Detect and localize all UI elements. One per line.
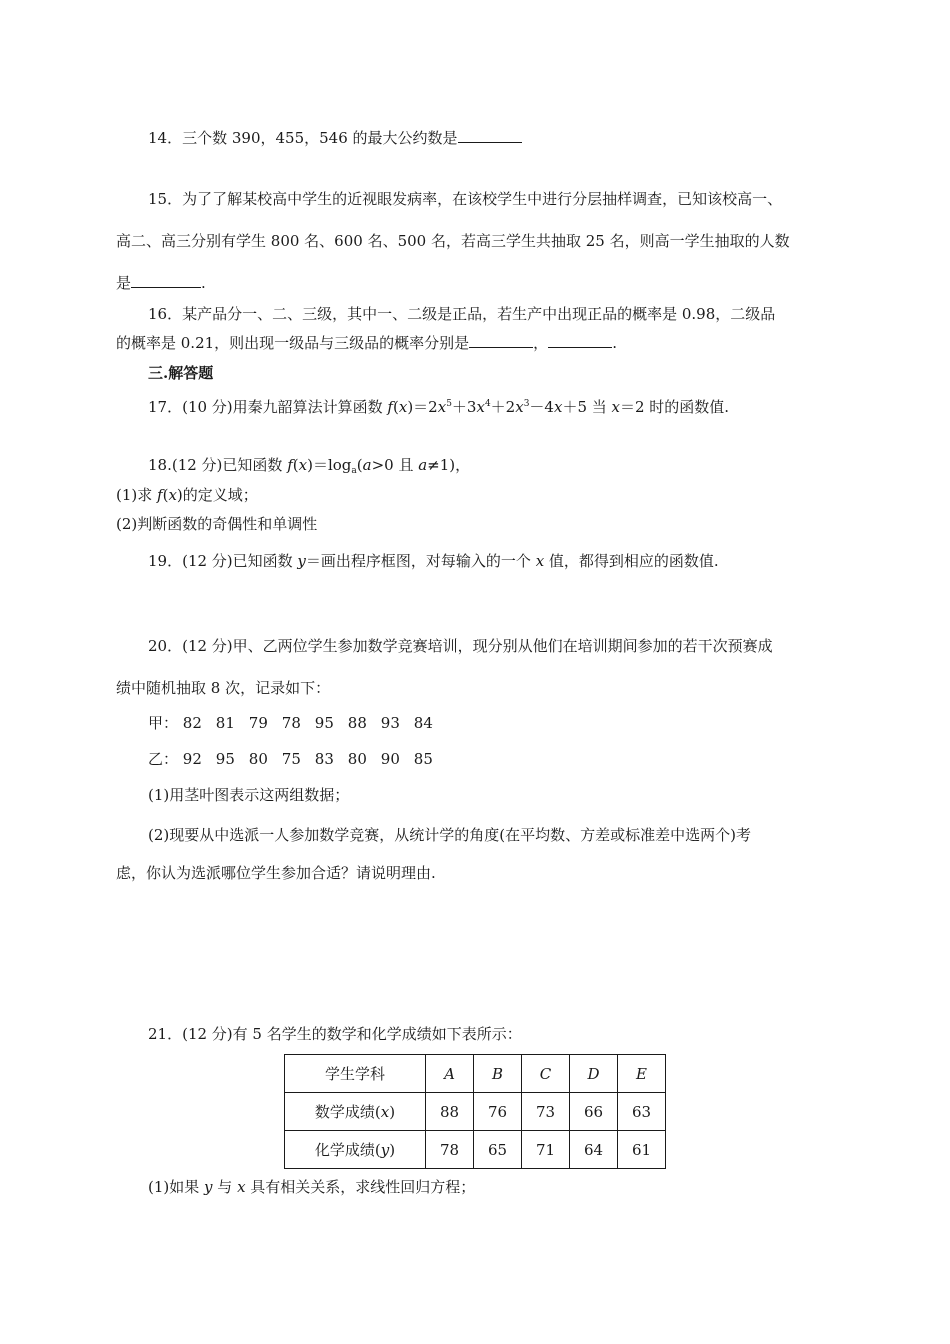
question-14-text: 14．三个数 390，455，546 的最大公约数是 <box>148 129 458 147</box>
student-d <box>570 1055 618 1093</box>
table-cell: 66 <box>570 1093 618 1131</box>
student-label: B <box>491 1064 504 1083</box>
question-20-part-1: (1)用茎叶图表示这两组数据； <box>148 786 350 804</box>
student-label: E <box>636 1064 647 1083</box>
q19-mid: ＝画出程序框图，对每输入的一个 <box>305 552 536 570</box>
yi-scores <box>183 750 447 768</box>
table-row-chem <box>285 1131 666 1169</box>
question-16-prefix: 的概率是 0.21，则出现一级品与三级品的概率分别是 <box>116 334 470 352</box>
question-17 <box>148 397 729 417</box>
q18-log: ＝log <box>312 456 352 474</box>
q18-x: x <box>298 456 308 474</box>
score-value: 95 <box>314 714 334 732</box>
student-e <box>618 1055 666 1093</box>
student-a <box>426 1055 474 1093</box>
answer-blank-1 <box>469 333 533 348</box>
question-14 <box>148 128 522 148</box>
q17-prefix: 17．(10 分)用秦九韶算法计算函数 <box>148 398 388 416</box>
table-cell: 65 <box>474 1131 522 1169</box>
question-15-line-3 <box>116 273 206 293</box>
score-value: 81 <box>215 714 235 732</box>
score-value: 85 <box>413 750 433 768</box>
score-value: 93 <box>380 714 400 732</box>
question-20-part-2-line-1: (2)现要从中选派一人参加数学竞赛，从统计学的角度(在平均数、方差或标准差中选两个)考 <box>148 826 751 844</box>
q17-f: f <box>387 398 393 416</box>
score-value: 88 <box>347 714 367 732</box>
chem-var: y <box>380 1141 390 1159</box>
q18-a: a <box>362 456 372 474</box>
q18-part1-x: x <box>168 486 177 504</box>
q18-ne1: ≠1)， <box>427 456 471 474</box>
question-16-separator: ， <box>533 334 549 352</box>
q17-term: ＋2 <box>490 398 516 416</box>
question-18-part-1 <box>116 485 258 505</box>
q18-part1-lp: ( <box>162 486 169 504</box>
q17-term: －4 <box>529 398 554 416</box>
q17-lp: ( <box>392 398 399 416</box>
answer-blank-2 <box>548 333 612 348</box>
q18-log-base: a <box>351 466 357 476</box>
question-21-intro: 21．(12 分)有 5 名学生的数学和化学成绩如下表所示： <box>148 1025 522 1043</box>
question-16-line-1: 16．某产品分一、二、三级，其中一、二级是正品，若生产中出现正品的概率是 0.98，二级品 <box>148 305 776 323</box>
q17-x: x <box>398 398 408 416</box>
score-value: 83 <box>314 750 334 768</box>
close-paren: ) <box>389 1141 396 1159</box>
q17-x: x <box>611 398 620 416</box>
student-b <box>474 1055 522 1093</box>
q19-suffix: 值，都得到相应的函数值. <box>544 552 719 570</box>
student-c <box>522 1055 570 1093</box>
q21-part1-mid: 与 <box>212 1178 238 1196</box>
q21-part1-suffix: 具有相关关系，求线性回归方程； <box>245 1178 476 1196</box>
close-paren: ) <box>389 1103 396 1121</box>
question-19 <box>148 551 719 571</box>
q17-term: ＋3 <box>451 398 477 416</box>
jia-label: 甲： <box>148 714 179 732</box>
math-label: 数学成绩( <box>314 1103 381 1121</box>
q19-x: x <box>535 552 545 570</box>
score-value: 79 <box>248 714 268 732</box>
question-16-line-2 <box>116 333 617 353</box>
q17-x: x <box>437 398 447 416</box>
q18-a: a <box>418 456 428 474</box>
table-header-cell: 学生学科 <box>285 1055 426 1093</box>
question-15-line-1: 15．为了了解某校高中学生的近视眼发病率，在该校学生中进行分层抽样调查，已知该校高一、 <box>148 190 783 208</box>
question-18-part-2: (2)判断函数的奇偶性和单调性 <box>116 515 318 533</box>
student-label: D <box>587 1064 600 1083</box>
q17-eq: ＝2 <box>413 398 438 416</box>
question-20-line-1: 20．(12 分)甲、乙两位学生参加数学竞赛培训，现分别从他们在培训期间参加的若干次预赛成 <box>148 637 773 655</box>
q17-rp: ) <box>407 398 414 416</box>
jia-scores-row <box>148 713 447 733</box>
q18-rp: ) <box>307 456 313 474</box>
table-cell: 76 <box>474 1093 522 1131</box>
question-15-suffix: . <box>201 274 206 292</box>
student-label: C <box>539 1064 552 1083</box>
score-value: 92 <box>182 750 202 768</box>
answer-blank <box>131 273 201 288</box>
student-label: A <box>444 1064 455 1083</box>
chem-label-cell <box>285 1131 426 1169</box>
q21-part1-x: x <box>237 1178 246 1196</box>
scores-table <box>284 1054 666 1169</box>
q17-x: x <box>476 398 485 416</box>
q18-part1-suffix: 的定义域； <box>182 486 258 504</box>
q19-prefix: 19．(12 分)已知函数 <box>148 552 298 570</box>
score-value: 95 <box>215 750 235 768</box>
q18-gt0: >0 且 <box>371 456 419 474</box>
yi-scores-row <box>148 749 447 769</box>
q18-cond-open: ( <box>356 456 363 474</box>
q17-condition: ＝2 时的函数值. <box>620 398 730 416</box>
jia-scores <box>183 714 447 732</box>
q17-exp-4: 4 <box>484 399 491 409</box>
q18-lp: ( <box>292 456 299 474</box>
table-cell: 63 <box>618 1093 666 1131</box>
score-value: 84 <box>413 714 433 732</box>
table-cell: 64 <box>570 1131 618 1169</box>
question-20-line-2: 绩中随机抽取 8 次，记录如下： <box>116 679 331 697</box>
q21-part1-y: y <box>204 1178 213 1196</box>
question-15-prefix: 是 <box>116 274 132 292</box>
table-cell: 73 <box>522 1093 570 1131</box>
score-value: 90 <box>380 750 400 768</box>
q21-part1-prefix: (1)如果 <box>148 1178 205 1196</box>
answer-blank <box>458 128 522 143</box>
q18-part1-prefix: (1)求 <box>116 486 158 504</box>
yi-label: 乙： <box>148 750 179 768</box>
table-cell: 88 <box>426 1093 474 1131</box>
question-15-line-2: 高二、高三分别有学生 800 名、600 名、500 名，若高三学生共抽取 25 名，则高一学生抽取的人数 <box>116 232 790 250</box>
table-cell: 78 <box>426 1131 474 1169</box>
q17-x: x <box>515 398 524 416</box>
q18-part1-rp: ) <box>176 486 183 504</box>
chem-label: 化学成绩( <box>314 1141 381 1159</box>
q17-term: ＋5 当 <box>562 398 612 416</box>
question-20-part-2-line-2: 虑，你认为选派哪位学生参加合适？请说明理由. <box>116 864 436 882</box>
table-header-row <box>285 1055 666 1093</box>
q17-exp-5: 5 <box>446 399 452 409</box>
score-value: 82 <box>182 714 202 732</box>
score-value: 80 <box>347 750 367 768</box>
math-label-cell <box>285 1093 426 1131</box>
math-var: x <box>380 1103 390 1121</box>
q19-y: y <box>297 552 306 570</box>
q17-exp-3: 3 <box>523 399 530 409</box>
table-cell: 71 <box>522 1131 570 1169</box>
question-16-end: . <box>612 334 617 352</box>
score-value: 78 <box>281 714 301 732</box>
q18-f: f <box>287 456 293 474</box>
question-21-part-1 <box>148 1177 475 1197</box>
q18-prefix: 18.(12 分)已知函数 <box>148 456 288 474</box>
q17-x: x <box>553 398 563 416</box>
score-value: 75 <box>281 750 301 768</box>
table-cell: 61 <box>618 1131 666 1169</box>
q18-part1-f: f <box>157 486 163 504</box>
table-row-math <box>285 1093 666 1131</box>
score-value: 80 <box>248 750 268 768</box>
section-heading: 三.解答题 <box>148 364 214 382</box>
question-18 <box>148 455 470 475</box>
